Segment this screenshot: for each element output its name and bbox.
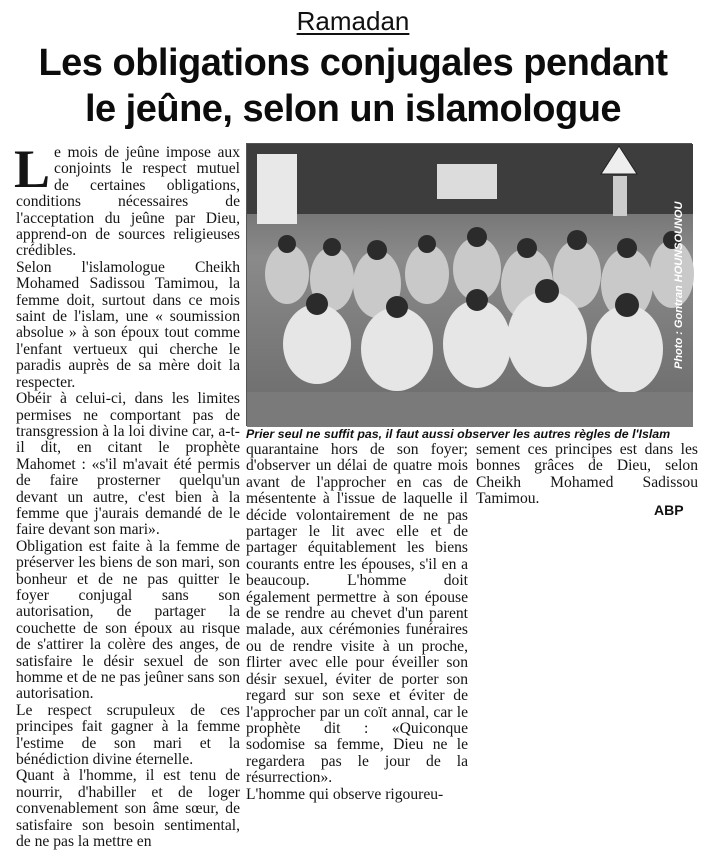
headline-line-2: le jeûne, selon un islamologue	[84, 88, 622, 130]
paragraph: quarantaine hors de son foyer; d'observer un délai de quatre mois avant de l'approcher en cas de mésentente à l'issue de laquelle il décide volontairement de ne pas partager le lit avec elle et de partager équitablement les biens courants entre les épouses, s'il en a beaucoup. L'homme doit également permettre à son épouse de se rendre au chevet d'un parent malade, aux cérémonies funéraires ou de rendre visite à un proche, flirter avec elle pour éveiller son désir sexuel, éviter de porter son regard sur son sexe et éviter de l'approcher par un coït annal, car le prophète dit : «Quiconque sodomise sa femme, Dieu ne le regardera pas le jour de la résurrection».	[246, 441, 468, 787]
paragraph-intro: Le mois de jeûne impose aux conjoints le respect mutuel de certaines obligations, conditions nécessaires de l'acceptation du jeûne par Dieu, apprend-on de sources religieuses crédibles.	[14, 139, 240, 260]
photo-caption: Prier seul ne suffit pas, il faut aussi observer les autres règles de l'Islam	[246, 427, 671, 441]
article-column-2	[246, 441, 468, 803]
paragraph: Le respect scrupuleux de ces principes fait gagner à la femme l'estime de son mari et la bénédiction divine éternelle.	[16, 701, 240, 769]
paragraph: Selon l'islamologue Cheikh Mohamed Sadissou Tamimou, la femme doit, surtout dans ce mois saint de l'islam, une « soumission absolue » à son époux tout comme l'enfant vertueux qui cherche le paradis auprès de sa mère doit la respecter.	[16, 258, 240, 391]
paragraph: L'homme qui observe rigoureu-	[246, 785, 444, 803]
paragraph: Obéir à celui-ci, dans les limites permises ne comportant pas de transgression à la loi divine car, a-t-il dit, en citant le prophète Mahomet : «s'il m'avait été permis de faire prosterner quelqu'un devant un autre, c'est bien à la femme que j'aurais demandé de le faire devant son mari».	[16, 390, 240, 539]
praying-crowd-illustration	[247, 144, 693, 427]
section-rubric: Ramadan	[296, 6, 410, 36]
paragraph: Obligation est faite à la femme de préserver les biens de son mari, son bonheur et de ne pas quitter le foyer conjugal sans son autorisation, de partager la couchette de son époux au risque de s'attirer la colère des anges, de satisfaire le désir sexuel de son homme et de ne pas jeûner sans son autorisation.	[16, 537, 240, 703]
drop-cap: L	[14, 139, 51, 199]
paragraph: Quant à l'homme, il est tenu de nourrir, d'habiller et de loger convenablement son âme sœur, de satisfaire son besoin sentimental, de ne pas la mettre en	[16, 767, 240, 850]
paragraph: sement ces principes est dans les bonnes grâces de Dieu, selon Cheikh Mohamed Sadissou Tamimou.	[476, 441, 698, 508]
headline	[0, 40, 706, 132]
article-column-1	[14, 139, 240, 850]
headline-line-1: Les obligations conjugales pendant	[38, 42, 668, 84]
photo-credit: Photo : Gontran HOUNSOUNOU	[673, 201, 685, 370]
byline-signature: ABP	[654, 502, 684, 518]
news-photo	[246, 143, 692, 426]
